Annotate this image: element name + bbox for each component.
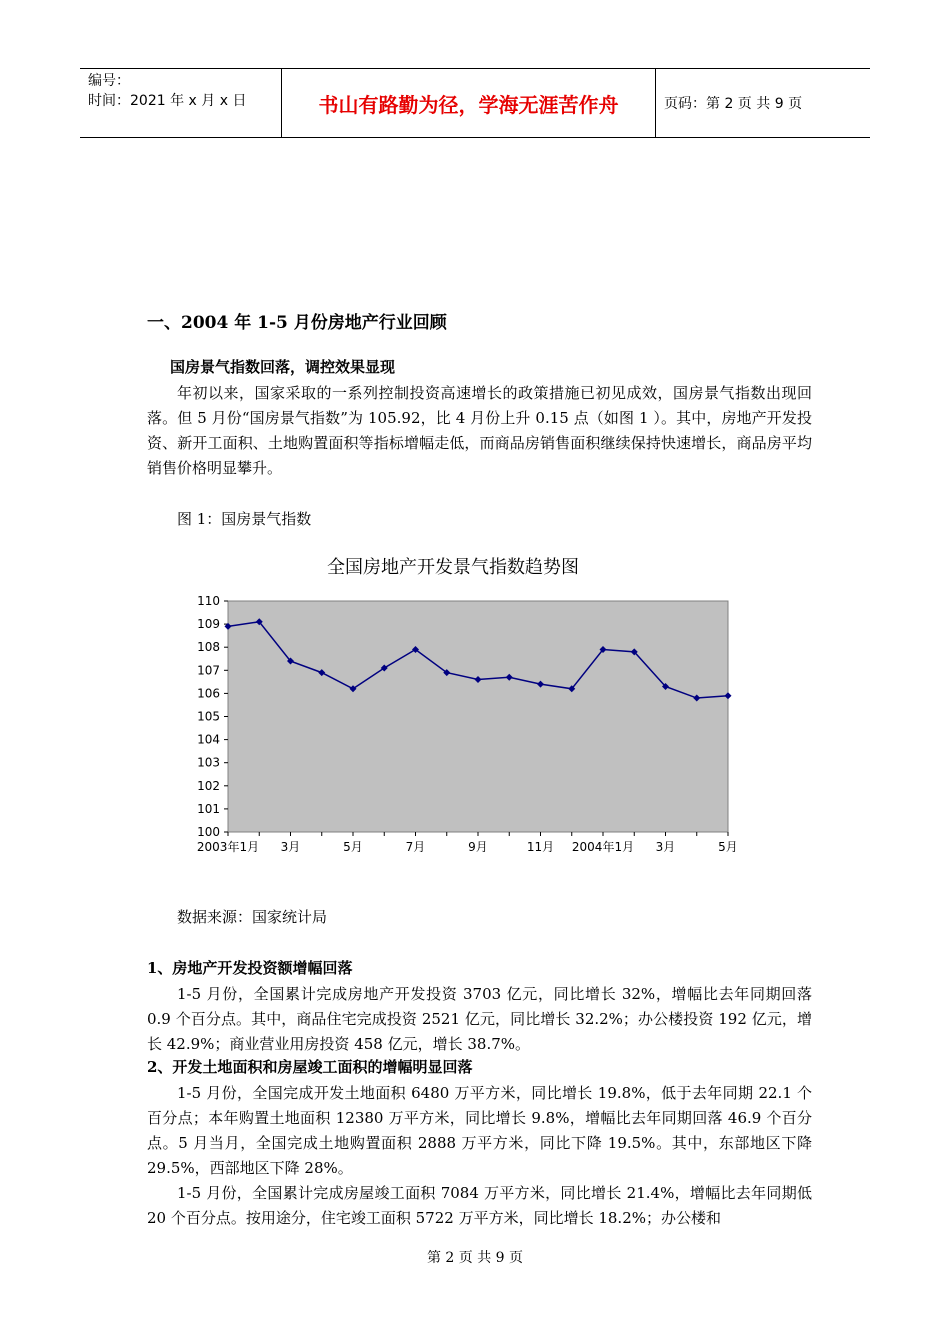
section-2-paragraph-2: 1-5 月份，全国累计完成房屋竣工面积 7084 万平方米，同比增长 21.4%，增幅比去年同期低 20 个百分点。按用途分，住宅竣工面积 5722 万平方米，同比增长 18.2%；办公楼和 [147, 1184, 812, 1227]
x-tick-label: 2004年1月 [571, 840, 635, 854]
page-footer: 第 2 页 共 9 页 [426, 1250, 524, 1266]
line-chart [173, 545, 773, 875]
header-meta [80, 69, 280, 137]
x-tick-label: 2003年1月 [196, 840, 260, 854]
x-tick-label: 5月 [718, 840, 738, 854]
document-header [80, 68, 870, 138]
header-time: 时间：2021 年 x 月 x 日 [88, 93, 247, 109]
y-tick-label: 102 [197, 778, 220, 793]
header-serial: 编号： [88, 73, 130, 89]
figure-caption: 图 1：国房景气指数 [177, 510, 312, 528]
y-tick-label: 106 [197, 686, 220, 701]
chart-title: 全国房地产开发景气指数趋势图 [327, 557, 579, 578]
y-tick-label: 107 [197, 663, 220, 678]
subsection-title: 国房景气指数回落，调控效果显现 [170, 358, 396, 376]
y-tick-label: 110 [197, 594, 220, 608]
intro-paragraph: 年初以来，国家采取的一系列控制投资高速增长的政策措施已初见成效，国房景气指数出现回落。但 5 月份“国房景气指数”为 105.92，比 4 月份上升 0.15 点（如图 1 ）。其中，房地产开发投资、新开工面积、土地购置面积等指标增幅走低，而商品房销售面积继续保持快速增长，商品房平均销售价格明显攀升。 [147, 384, 812, 477]
section-title: 一、2004 年 1-5 月份房地产行业回顾 [147, 313, 447, 333]
plot-area [228, 601, 728, 832]
y-tick-label: 104 [197, 732, 220, 747]
data-source: 数据来源：国家统计局 [177, 908, 328, 926]
section-2-title: 2、开发土地面积和房屋竣工面积的增幅明显回落 [147, 1058, 473, 1076]
x-tick-label: 9月 [468, 840, 488, 854]
y-tick-label: 109 [197, 617, 220, 632]
section-1-title: 1、房地产开发投资额增幅回落 [147, 959, 353, 977]
y-tick-label: 103 [197, 755, 220, 770]
y-tick-label: 105 [197, 709, 220, 724]
header-motto: 书山有路勤为径，学海无涯苦作舟 [281, 69, 656, 137]
header-page-code: 页码：第 2 页 共 9 页 [664, 96, 803, 112]
x-tick-label: 3月 [655, 840, 676, 854]
x-tick-label: 7月 [405, 840, 426, 854]
x-tick-label: 11月 [526, 840, 555, 854]
section-2-paragraph-1: 1-5 月份，全国完成开发土地面积 6480 万平方米，同比增长 19.8%，低于去年同期 22.1 个百分点；本年购置土地面积 12380 万平方米，同比增长 9.8%，增幅比去年同期回落 46.9 个百分点。5 月当月，全国完成土地购置面积 2888 万平方米，同比下降 19.5%。其中，东部地区下降 29.5%，西部地区下降 28%。 [147, 1084, 812, 1177]
section-1-paragraph: 1-5 月份，全国累计完成房地产开发投资 3703 亿元，同比增长 32%，增幅比去年同期回落 0.9 个百分点。其中，商品住宅完成投资 2521 亿元，同比增长 32.2%；办公楼投资 192 亿元，增长 42.9%；商业营业用房投资 458 亿元，增长 38.7%。 [147, 985, 812, 1053]
y-tick-label: 100 [197, 825, 220, 839]
x-tick-label: 3月 [280, 840, 301, 854]
chart-svg [173, 545, 773, 875]
y-tick-label: 108 [197, 640, 220, 655]
x-tick-label: 5月 [343, 840, 363, 854]
y-tick-label: 101 [197, 801, 220, 816]
